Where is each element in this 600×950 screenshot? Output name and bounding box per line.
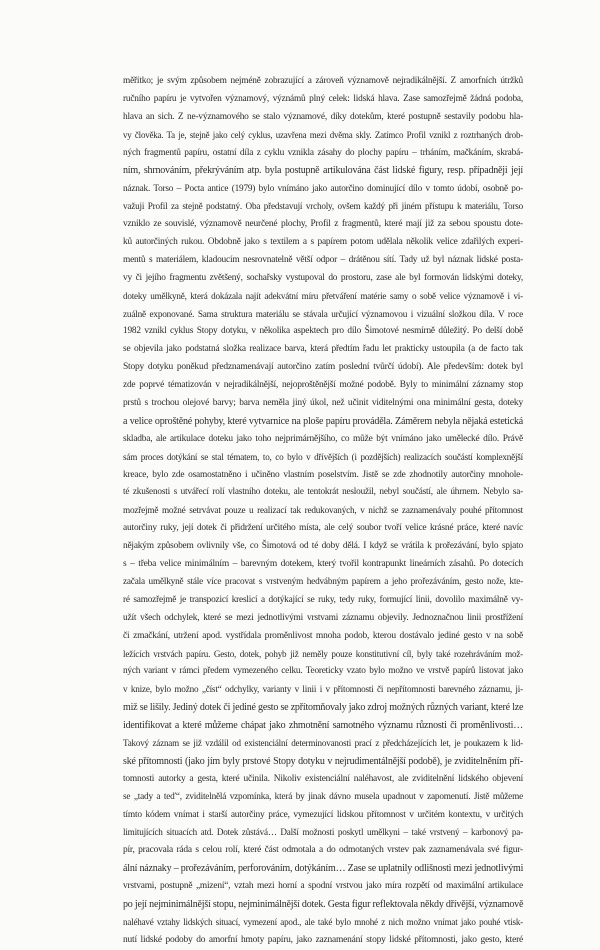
text-line: hlava an sich. Z ne-významového se stalo významové, díky dotekům, které postupně sestavily podobu hla- bbox=[123, 111, 523, 122]
text-line: limitujících situacích atd. Dotek zůstává… Další možnosti poskytl umělkyni – také vrstvený – karbonový pa- bbox=[123, 827, 523, 838]
text-line: kreace, bylo zde osamostatněno i učiněno vlastním poselstvím. Jistě se zde zhodnotily autorčiny mnohole- bbox=[123, 469, 523, 480]
text-line: ručního papíru je vytvořen významový, význámů plný celek: lidská hlava. Zase samozřejmě žádná podoba, bbox=[123, 93, 523, 104]
text-line: ské přítomnosti (jako jím byly prstové Stopy dotyku v nejrudimentálnější podobě), je zviditelněním pří- bbox=[123, 755, 523, 767]
text-line: s – třeba velice minimálním – barevným dotekem, který tvořil kontrapunkt lineárních zásahů. Po dotecích bbox=[123, 559, 523, 570]
text-line: té zkušenosti s utvářecí rolí vlastního doteku, ale tentokrát nesloužil, nebyl součástí, ale úhrnem. Nebylo sa- bbox=[123, 487, 523, 498]
text-line: se objevila jako podstatná složka realizace barva, která předtím řadu let prakticky ustoupila (a de facto tak bbox=[123, 344, 523, 355]
text-line: mentů s materiálem, kladoucím nesrovnatelně větší odpor – drátěnou sítí. Tady už byl náznak lidské posta- bbox=[123, 254, 523, 265]
text-line: miž se lišily. Jediný dotek či jediné gesto se zpřítomňovaly jako zdroj možných různých variant, které lze bbox=[123, 702, 524, 714]
text-line: doteky umělkyně, která dokázala najít adekvátní míru přetváření matérie samy o sobě velice významově i vi- bbox=[123, 290, 523, 301]
text-line: náznak. Torso – Pocta antice (1979) bylo vnímáno jako autorčino dominující dílo v tomto údobí, osobně po- bbox=[123, 183, 523, 194]
text-line: v knize, bylo možno „číst“ odchylky, varianty v linii i v přítomnosti či nepřítomnosti barevného záznamu, ji- bbox=[123, 684, 523, 695]
text-line: užít všech odchylek, které se mezi jednotlivými vrstvami záznamu objevily. Jednoznačnou linii prostřížení bbox=[123, 612, 523, 623]
text-line: prstů s trochou olejové barvy; barva neměla jiný úkol, než učinit viditelnými ona minimální gesta, doteky bbox=[123, 398, 523, 409]
text-line: nutí lidské podoby do amorfní hmoty papíru, jako zaznamenání stopy lidské přítomnosti, jako gesto, které bbox=[123, 934, 523, 945]
text-line: pír, pracovala ráda s celou rolí, které část odmotala a do odmotaných vrstev pak zaznamenávala své figur- bbox=[123, 845, 523, 856]
text-line: skladba, ale artikulace doteku jako toho nejprimárnějšího, co může být vnímáno jako umělecké dílo. Právě bbox=[123, 433, 523, 444]
text-line: tomnosti autorky a gesta, které učinila. Nikoliv existenciální naléhavost, ale zviditelnění lidského objevení bbox=[123, 773, 523, 784]
text-line: po její nejminimálnější stopu, nejminimálnější dotek. Gesta figur reflektovala někdy dřívější, významově bbox=[123, 898, 524, 910]
text-line: ných fragmentů papíru, ostatní díla z cyklu vznikla zásahy do plochy papíru – trháním, mačkáním, skrabá- bbox=[123, 147, 523, 158]
text-line: ním, shrnováním, překrýváním atp. byla postupně artikulována část lidské figury, resp. případněji její bbox=[123, 165, 523, 177]
text-line: ků autorčiných rukou. Obdobně jako s textilem a s papírem potom udělala několik velice zdařilých experi- bbox=[123, 237, 523, 248]
text-line: zuálně exponované. Sama struktura materiálu se stávala určující významovou i vizuální složkou díla. V roce bbox=[123, 308, 523, 319]
text-line: vy či jejího fragmentu zvětšený, sochařsky vystupoval do prostoru, zase ale byl formován lidskými doteky, bbox=[123, 272, 523, 283]
text-line: se „tady a teď“, zviditelnělá vzpomínka, která by jinak dávno musela upadnout v zapomenutí. Jistě můžeme bbox=[123, 791, 523, 802]
text-line: vzniklo ze souvislé, významově neurčené plochy, Profil z fragmentů, které mají již za sebou spoustu dote- bbox=[123, 219, 523, 230]
text-line: ální náznaky – prořezáváním, perforováním, dotýkáním… Zase se uplatnily odlišnosti mezi jednotlivými bbox=[123, 863, 524, 875]
text-line: 1982 vznikl cyklus Stopy dotyku, v několika aspektech pro dílo Šimotové nesmírně důležitý. Po delší době bbox=[123, 326, 523, 337]
text-line: či zmačkání, utržení apod. vystřídala proměnlivost mnoha podob, kterou dostávalo jediné gesto v na sobě bbox=[123, 630, 523, 641]
text-line: naléhavé vztahy lidských situací, vymezení apod., ale také bylo mnohé z nich možno vnímat jako pouhé vtisk- bbox=[123, 916, 523, 927]
text-line: vrstvami, postupně „mizení“, vztah mezi horní a spodní vrstvou jako míra rozpětí od maximální artikulace bbox=[123, 881, 523, 892]
text-line: mozřejmě možné setrvávat pouze u realizací tak redukovaných, v nichž se zaznamenávaly pouhé přítomnost bbox=[123, 505, 523, 516]
text-line: Takový záznam se již vzdálil od existenciální determinovanosti prací z předcházejících let, je poukazem k lid- bbox=[123, 737, 523, 748]
text-line: měřítko; je svým způsobem nejméně zobrazující a zároveň významově nejradikálnější. Z amorfních útržků bbox=[123, 76, 523, 86]
text-line: ných variant v rámci předem vymezeného celku. Teoreticky vzato bylo možno ve vrstvě papírů listovat jako bbox=[123, 666, 523, 677]
text-line: tímto kódem vnímat i starší autorčiny práce, vymezující lidskou přítomnost v určitém kontextu, v určitých bbox=[123, 809, 523, 820]
text-line: ležících vrstvách papíru. Gesto, dotek, pohyb již neměly pouze konstitutivní cíl, byly také rozehráváním mož- bbox=[123, 648, 523, 659]
text-line: zde poprvé tématizován v nejradikálnější, nejoproštěnější možné podobě. Byly to minimální záznamy stop bbox=[123, 380, 523, 391]
text-line: Stopy dotyku poněkud předznamenávají autorčino zatím poslední tvůrčí údobí). Ale především: dotek byl bbox=[123, 362, 523, 373]
text-line: važuji Profil za stejně podstatný. Oba představují vrcholy, ovšem každý při jiném přístupu k materiálu, Torso bbox=[123, 201, 523, 212]
text-line: identifikovat a které můžeme chápat jako zhmotnění samotného významu různosti či proměnlivosti… bbox=[123, 720, 523, 732]
text-line: ré samozřejmě je transpozicí kreslicí a dotýkající se ruky, tedy ruky, formující linii, dovolilo maximálně vy- bbox=[123, 594, 523, 605]
text-line: nějakým způsobem ovlivnily vše, co Šimotová od té doby dělá. I když se vrátila k prořezávání, bylo spjato bbox=[123, 541, 523, 552]
body-text bbox=[123, 73, 523, 950]
text-line: vy člověka. Ta je, stejně jako celý cyklus, uzavřena mezi dvěma skly. Zatímco Profil vznikl z roztrhaných drob- bbox=[123, 129, 523, 140]
text-line: autorčiny ruky, její dotek či přidržení určitého místa, ale celý soubor tvoří velice krásné práce, které navíc bbox=[123, 523, 523, 534]
text-line: sám proces dotýkání se stal tématem, to, co bylo v dřívějších (i pozdějších) realizacích součástí komplexnější bbox=[123, 451, 523, 462]
text-line: a velice oproštěné pohyby, které vytvarnice na ploše papíru prováděla. Záměrem nebyla nějaká estetická bbox=[123, 415, 523, 427]
text-line: začala umělkyně stále více pracovat s vrstveným hedvábným papírem a jeho prořezáváním, gesto nože, kte- bbox=[123, 576, 523, 587]
